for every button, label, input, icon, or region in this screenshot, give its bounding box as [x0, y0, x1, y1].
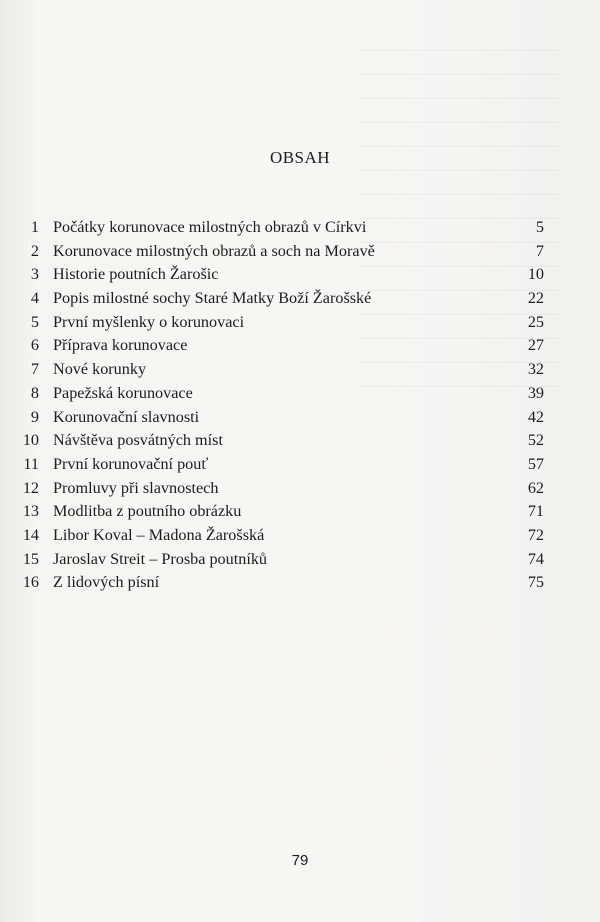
toc-entry-number: 2	[30, 241, 39, 260]
toc-entry-number: 11	[23, 454, 39, 473]
toc-entry-title: Příprava korunovace	[53, 336, 188, 355]
toc-entry-title: Promluvy při slavnostech	[53, 478, 219, 497]
toc-entry-page: 32	[527, 360, 544, 379]
toc-entry	[18, 429, 544, 453]
toc-entry-number: 6	[30, 336, 39, 355]
toc-entry-title: Nové korunky	[53, 360, 147, 379]
toc-entry-title: Počátky korunovace milostných obrazů v Církvi	[53, 218, 367, 236]
toc-entry-page: 27	[527, 336, 544, 355]
toc-entry-page: 52	[527, 431, 544, 450]
toc-entry	[18, 216, 544, 240]
toc-entry-page: 75	[527, 573, 544, 592]
toc-entry-number: 7	[30, 360, 39, 379]
toc-entry-page: 57	[527, 454, 544, 473]
toc-entry-title: Modlitba z poutního obrázku	[53, 502, 242, 521]
toc-entry-number: 10	[22, 431, 39, 450]
toc-entry-page: 22	[527, 289, 544, 308]
toc-entry-page: 5	[535, 218, 544, 236]
toc-entry-page: 62	[527, 478, 544, 497]
toc-entry-title: Popis milostné sochy Staré Matky Boží Žarošské	[53, 289, 372, 308]
toc-entry	[18, 382, 544, 406]
toc-entry-number: 8	[30, 383, 39, 402]
toc-entry-title: Korunovace milostných obrazů a soch na Moravě	[53, 241, 375, 260]
toc-entry-title: Z lidových písní	[53, 573, 160, 592]
toc-entry-title: Jaroslav Streit – Prosba poutníků	[53, 549, 268, 568]
toc-entry	[18, 263, 544, 287]
toc-entry-title: Papežská korunovace	[53, 383, 193, 402]
toc-entry-title: První korunovační pouť	[53, 454, 209, 473]
toc-entry	[18, 453, 544, 477]
toc-entry-title: Libor Koval – Madona Žarošská	[53, 525, 265, 544]
page-number: 79	[291, 852, 309, 869]
toc-entry-page: 42	[527, 407, 544, 426]
toc-entry-page: 7	[535, 241, 544, 260]
toc-entry-title: Návštěva posvátných míst	[53, 431, 223, 450]
toc-entry-page: 10	[527, 265, 544, 284]
toc-entry-title: První myšlenky o korunovaci	[53, 312, 245, 331]
toc-entry	[18, 406, 544, 430]
toc-entry-number: 12	[22, 478, 39, 497]
toc-entry-page: 39	[527, 383, 544, 402]
toc-entry-number: 5	[30, 312, 39, 331]
toc-entry	[18, 548, 544, 572]
page-title: OBSAH	[269, 148, 331, 167]
toc-entry-page: 74	[527, 549, 544, 568]
toc-entry-number: 9	[30, 407, 39, 426]
toc-entry-number: 13	[22, 502, 39, 521]
toc-entry	[18, 287, 544, 311]
toc-entry	[18, 477, 544, 501]
toc-entry-title: Historie poutních Žarošic	[53, 265, 219, 284]
toc-entry-number: 4	[30, 289, 39, 308]
table-of-contents	[18, 216, 544, 595]
toc-entry-page: 72	[527, 525, 544, 544]
toc-entry-number: 15	[22, 549, 39, 568]
toc-entry-page: 71	[527, 502, 544, 521]
toc-entry	[18, 240, 544, 264]
toc-entry-title: Korunovační slavnosti	[53, 407, 200, 426]
toc-entry	[18, 358, 544, 382]
toc-entry	[18, 524, 544, 548]
toc-entry	[18, 500, 544, 524]
toc-entry	[18, 311, 544, 335]
toc-entry-number: 3	[30, 265, 39, 284]
toc-entry	[18, 571, 544, 595]
toc-entry-number: 14	[22, 525, 39, 544]
toc-entry-number: 1	[30, 218, 39, 236]
toc-entry	[18, 334, 544, 358]
toc-entry-number: 16	[22, 573, 39, 592]
toc-entry-page: 25	[527, 312, 544, 331]
